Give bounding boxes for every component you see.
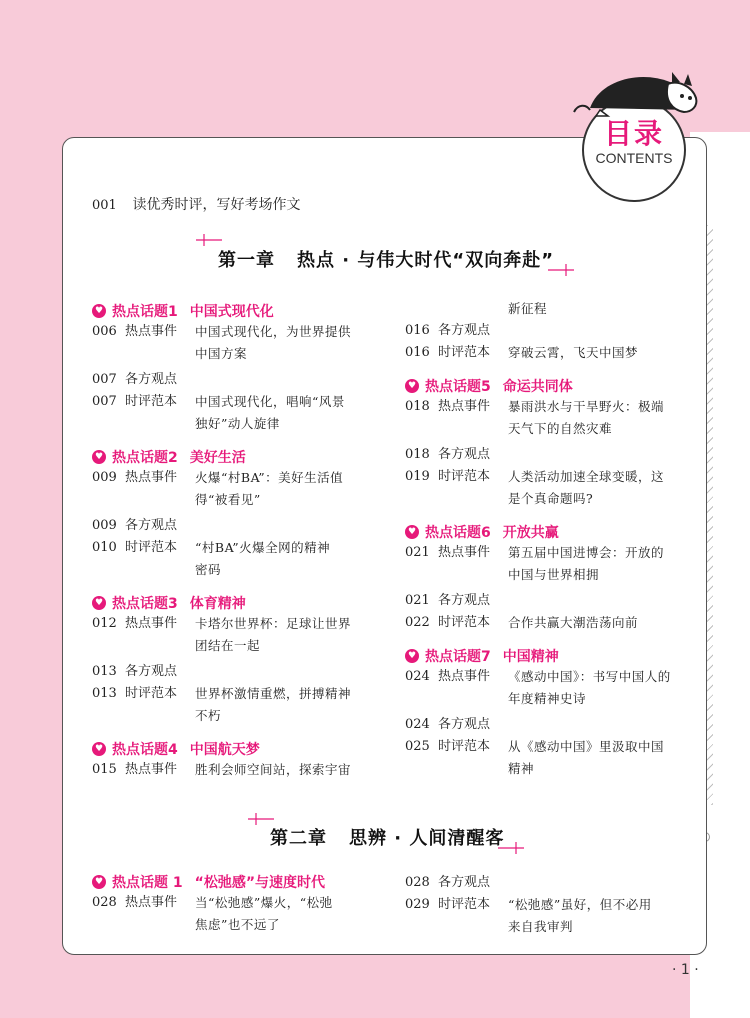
heart-chat-icon: ♥ (92, 596, 106, 610)
toc-entry[interactable] (92, 683, 382, 705)
chapter-1-label: 第一章 (218, 250, 275, 271)
chapter-1-left-column (92, 301, 382, 781)
entry-title: 第五届中国进博会：开放的 (508, 545, 665, 560)
toc-entry[interactable] (92, 369, 382, 391)
entry-page: 028 (92, 895, 117, 910)
entry-category: 时评范本 (438, 739, 491, 754)
entry-page: 021 (405, 545, 430, 560)
chapter-2-left-column (92, 872, 382, 936)
topic-header (92, 593, 382, 613)
heart-chat-icon: ♥ (405, 525, 419, 539)
toc-entry[interactable] (92, 661, 382, 683)
entry-title-cont: 不朽 (195, 708, 222, 723)
chapter-1-heading (218, 246, 554, 272)
entry-page: 018 (405, 447, 430, 462)
entry-title-cont: 焦虑”也不远了 (195, 917, 280, 932)
entry-title-cont: 天气下的自然灾难 (508, 421, 613, 436)
entry-page: 021 (405, 593, 430, 608)
toc-entry[interactable] (92, 613, 382, 635)
entry-title-cont: 得“被看见” (195, 492, 261, 507)
intro-page: 001 (92, 198, 117, 213)
topic-label: 热点话题2 (112, 450, 178, 466)
entry-title: 世界杯激情重燃，拼搏精神 (195, 686, 352, 701)
entry-category: 时评范本 (125, 686, 178, 701)
entry-title-cont: 来自我审判 (508, 919, 574, 934)
topic-title: 中国式现代化 (189, 304, 274, 320)
entry-category: 时评范本 (438, 897, 491, 912)
toc-entry[interactable] (405, 396, 695, 418)
entry-page: 007 (92, 372, 117, 387)
topic-header (92, 739, 382, 759)
chapter-1-title: 热点 · 与伟大时代“双向奔赴” (297, 250, 555, 271)
entry-category: 热点事件 (125, 324, 178, 339)
topic-header (405, 522, 695, 542)
toc-entry[interactable] (405, 736, 695, 758)
intro-entry[interactable] (92, 194, 300, 214)
entry-category: 时评范本 (438, 345, 491, 360)
entry-category: 各方观点 (125, 518, 178, 533)
entry-category: 各方观点 (125, 372, 178, 387)
toc-entry[interactable] (92, 391, 382, 413)
entry-title-cont: 精神 (508, 761, 535, 776)
heart-chat-icon: ♥ (405, 649, 419, 663)
toc-entry[interactable] (405, 444, 695, 466)
plus-line-mark (548, 263, 574, 277)
topic-header (405, 376, 695, 396)
entry-title: 从《感动中国》里汲取中国 (508, 739, 665, 754)
entry-page: 016 (405, 345, 430, 360)
entry-page: 009 (92, 470, 117, 485)
topic-label: 热点话题 1 (112, 875, 183, 891)
toc-entry[interactable] (405, 872, 695, 894)
entry-category: 热点事件 (125, 470, 178, 485)
entry-category: 热点事件 (125, 616, 178, 631)
entry-page: 015 (92, 762, 117, 777)
plus-line-mark (196, 233, 222, 247)
toc-entry[interactable] (405, 466, 695, 488)
topic-label: 热点话题7 (425, 649, 491, 665)
entry-title-cont: 团结在一起 (195, 638, 261, 653)
sleeping-cat-illustration (560, 60, 710, 120)
entry-title: 合作共赢大潮浩荡向前 (508, 615, 639, 630)
toc-entry[interactable] (92, 515, 382, 537)
heart-chat-icon: ♥ (92, 304, 106, 318)
entry-title-cont: 是个真命题吗? (508, 491, 594, 506)
heart-chat-icon: ♥ (92, 875, 106, 889)
entry-category: 各方观点 (438, 447, 491, 462)
entry-page: 025 (405, 739, 430, 754)
topic-title: 开放共赢 (502, 525, 559, 541)
toc-entry[interactable] (405, 590, 695, 612)
entry-title-cont: 密码 (195, 562, 222, 577)
entry-title: 火爆“村BA”：美好生活值 (195, 470, 344, 485)
entry-page: 012 (92, 616, 117, 631)
entry-category: 热点事件 (438, 545, 491, 560)
toc-entry[interactable] (92, 892, 382, 914)
entry-title: 人类活动加速全球变暖，这 (508, 469, 665, 484)
entry-page: 006 (92, 324, 117, 339)
toc-entry[interactable] (405, 542, 695, 564)
contents-title-en: CONTENTS (595, 150, 673, 166)
entry-category: 各方观点 (438, 593, 491, 608)
entry-category: 各方观点 (438, 717, 491, 732)
entry-category: 热点事件 (438, 399, 491, 414)
chapter-1-right-column (405, 298, 695, 780)
toc-entry[interactable] (405, 612, 695, 634)
entry-page: 009 (92, 518, 117, 533)
entry-category: 热点事件 (125, 895, 178, 910)
heart-chat-icon: ♥ (92, 742, 106, 756)
entry-title: 当“松弛感”爆火，“松弛 (195, 895, 333, 910)
topic-header (92, 872, 382, 892)
entry-page: 010 (92, 540, 117, 555)
topic-title: 中国航天梦 (189, 742, 260, 758)
toc-entry[interactable] (405, 320, 695, 342)
entry-page: 013 (92, 664, 117, 679)
entry-category: 各方观点 (438, 323, 491, 338)
topic-header (92, 301, 382, 321)
entry-title: 胜利会师空间站，探索宇宙 (195, 762, 352, 777)
topic-label: 热点话题5 (425, 379, 491, 395)
entry-title: 穿破云霄，飞天中国梦 (508, 345, 639, 360)
intro-title: 读优秀时评，写好考场作文 (132, 197, 301, 213)
entry-title: “村BA”火爆全网的精神 (195, 540, 331, 555)
chapter-2-label: 第二章 (270, 828, 327, 849)
toc-entry[interactable] (405, 666, 695, 688)
entry-category: 热点事件 (125, 762, 178, 777)
entry-page: 024 (405, 669, 430, 684)
entry-page: 028 (405, 875, 430, 890)
chapter-2-title: 思辨 · 人间清醒客 (349, 828, 505, 849)
topic-label: 热点话题3 (112, 596, 178, 612)
entry-category: 热点事件 (438, 669, 491, 684)
entry-title: 中国式现代化，唱响“风景 (195, 394, 345, 409)
entry-category: 时评范本 (125, 540, 178, 555)
toc-entry[interactable] (92, 321, 382, 343)
entry-page: 029 (405, 897, 430, 912)
entry-page: 018 (405, 399, 430, 414)
entry-page: 019 (405, 469, 430, 484)
topic-header (92, 447, 382, 467)
heart-chat-icon: ♥ (92, 450, 106, 464)
chapter-2-heading (270, 824, 504, 850)
entry-title-cont: 中国与世界相拥 (508, 567, 600, 582)
heart-chat-icon: ♥ (405, 379, 419, 393)
entry-title-cont: 新征程 (508, 301, 548, 316)
toc-entry[interactable] (92, 537, 382, 559)
entry-category: 各方观点 (438, 875, 491, 890)
topic-title: 命运共同体 (502, 379, 573, 395)
topic-header (405, 646, 695, 666)
toc-entry[interactable] (405, 342, 695, 364)
topic-title: 中国精神 (502, 649, 559, 665)
entry-title-cont: 独好”动人旋律 (195, 416, 280, 431)
toc-entry[interactable] (405, 714, 695, 736)
page-number: · 1 · (672, 962, 699, 978)
topic-label: 热点话题4 (112, 742, 178, 758)
topic-label: 热点话题6 (425, 525, 491, 541)
toc-entry[interactable] (92, 467, 382, 489)
toc-entry[interactable] (405, 894, 695, 916)
entry-category: 时评范本 (438, 469, 491, 484)
contents-title-cn: 目录 (603, 117, 664, 150)
entry-title: 卡塔尔世界杯：足球让世界 (195, 616, 352, 631)
entry-title-cont: 中国方案 (195, 346, 248, 361)
entry-title: 暴雨洪水与干旱野火：极端 (508, 399, 665, 414)
entry-title: 《感动中国》：书写中国人的 (508, 669, 671, 684)
entry-page: 013 (92, 686, 117, 701)
topic-label: 热点话题1 (112, 304, 178, 320)
topic-title: 体育精神 (189, 596, 246, 612)
entry-category: 时评范本 (125, 394, 178, 409)
toc-entry[interactable] (92, 759, 382, 781)
entry-page: 024 (405, 717, 430, 732)
entry-category: 时评范本 (438, 615, 491, 630)
topic-title: 美好生活 (189, 450, 246, 466)
entry-title: 中国式现代化，为世界提供 (195, 324, 352, 339)
entry-page: 007 (92, 394, 117, 409)
entry-title: “松弛感”虽好，但不必用 (508, 897, 652, 912)
chapter-2-right-column (405, 872, 695, 938)
topic-title: “松弛感”与速度时代 (194, 875, 326, 891)
entry-title-cont: 年度精神史诗 (508, 691, 587, 706)
plus-line-mark (498, 841, 524, 855)
entry-page: 022 (405, 615, 430, 630)
entry-category: 各方观点 (125, 664, 178, 679)
entry-page: 016 (405, 323, 430, 338)
